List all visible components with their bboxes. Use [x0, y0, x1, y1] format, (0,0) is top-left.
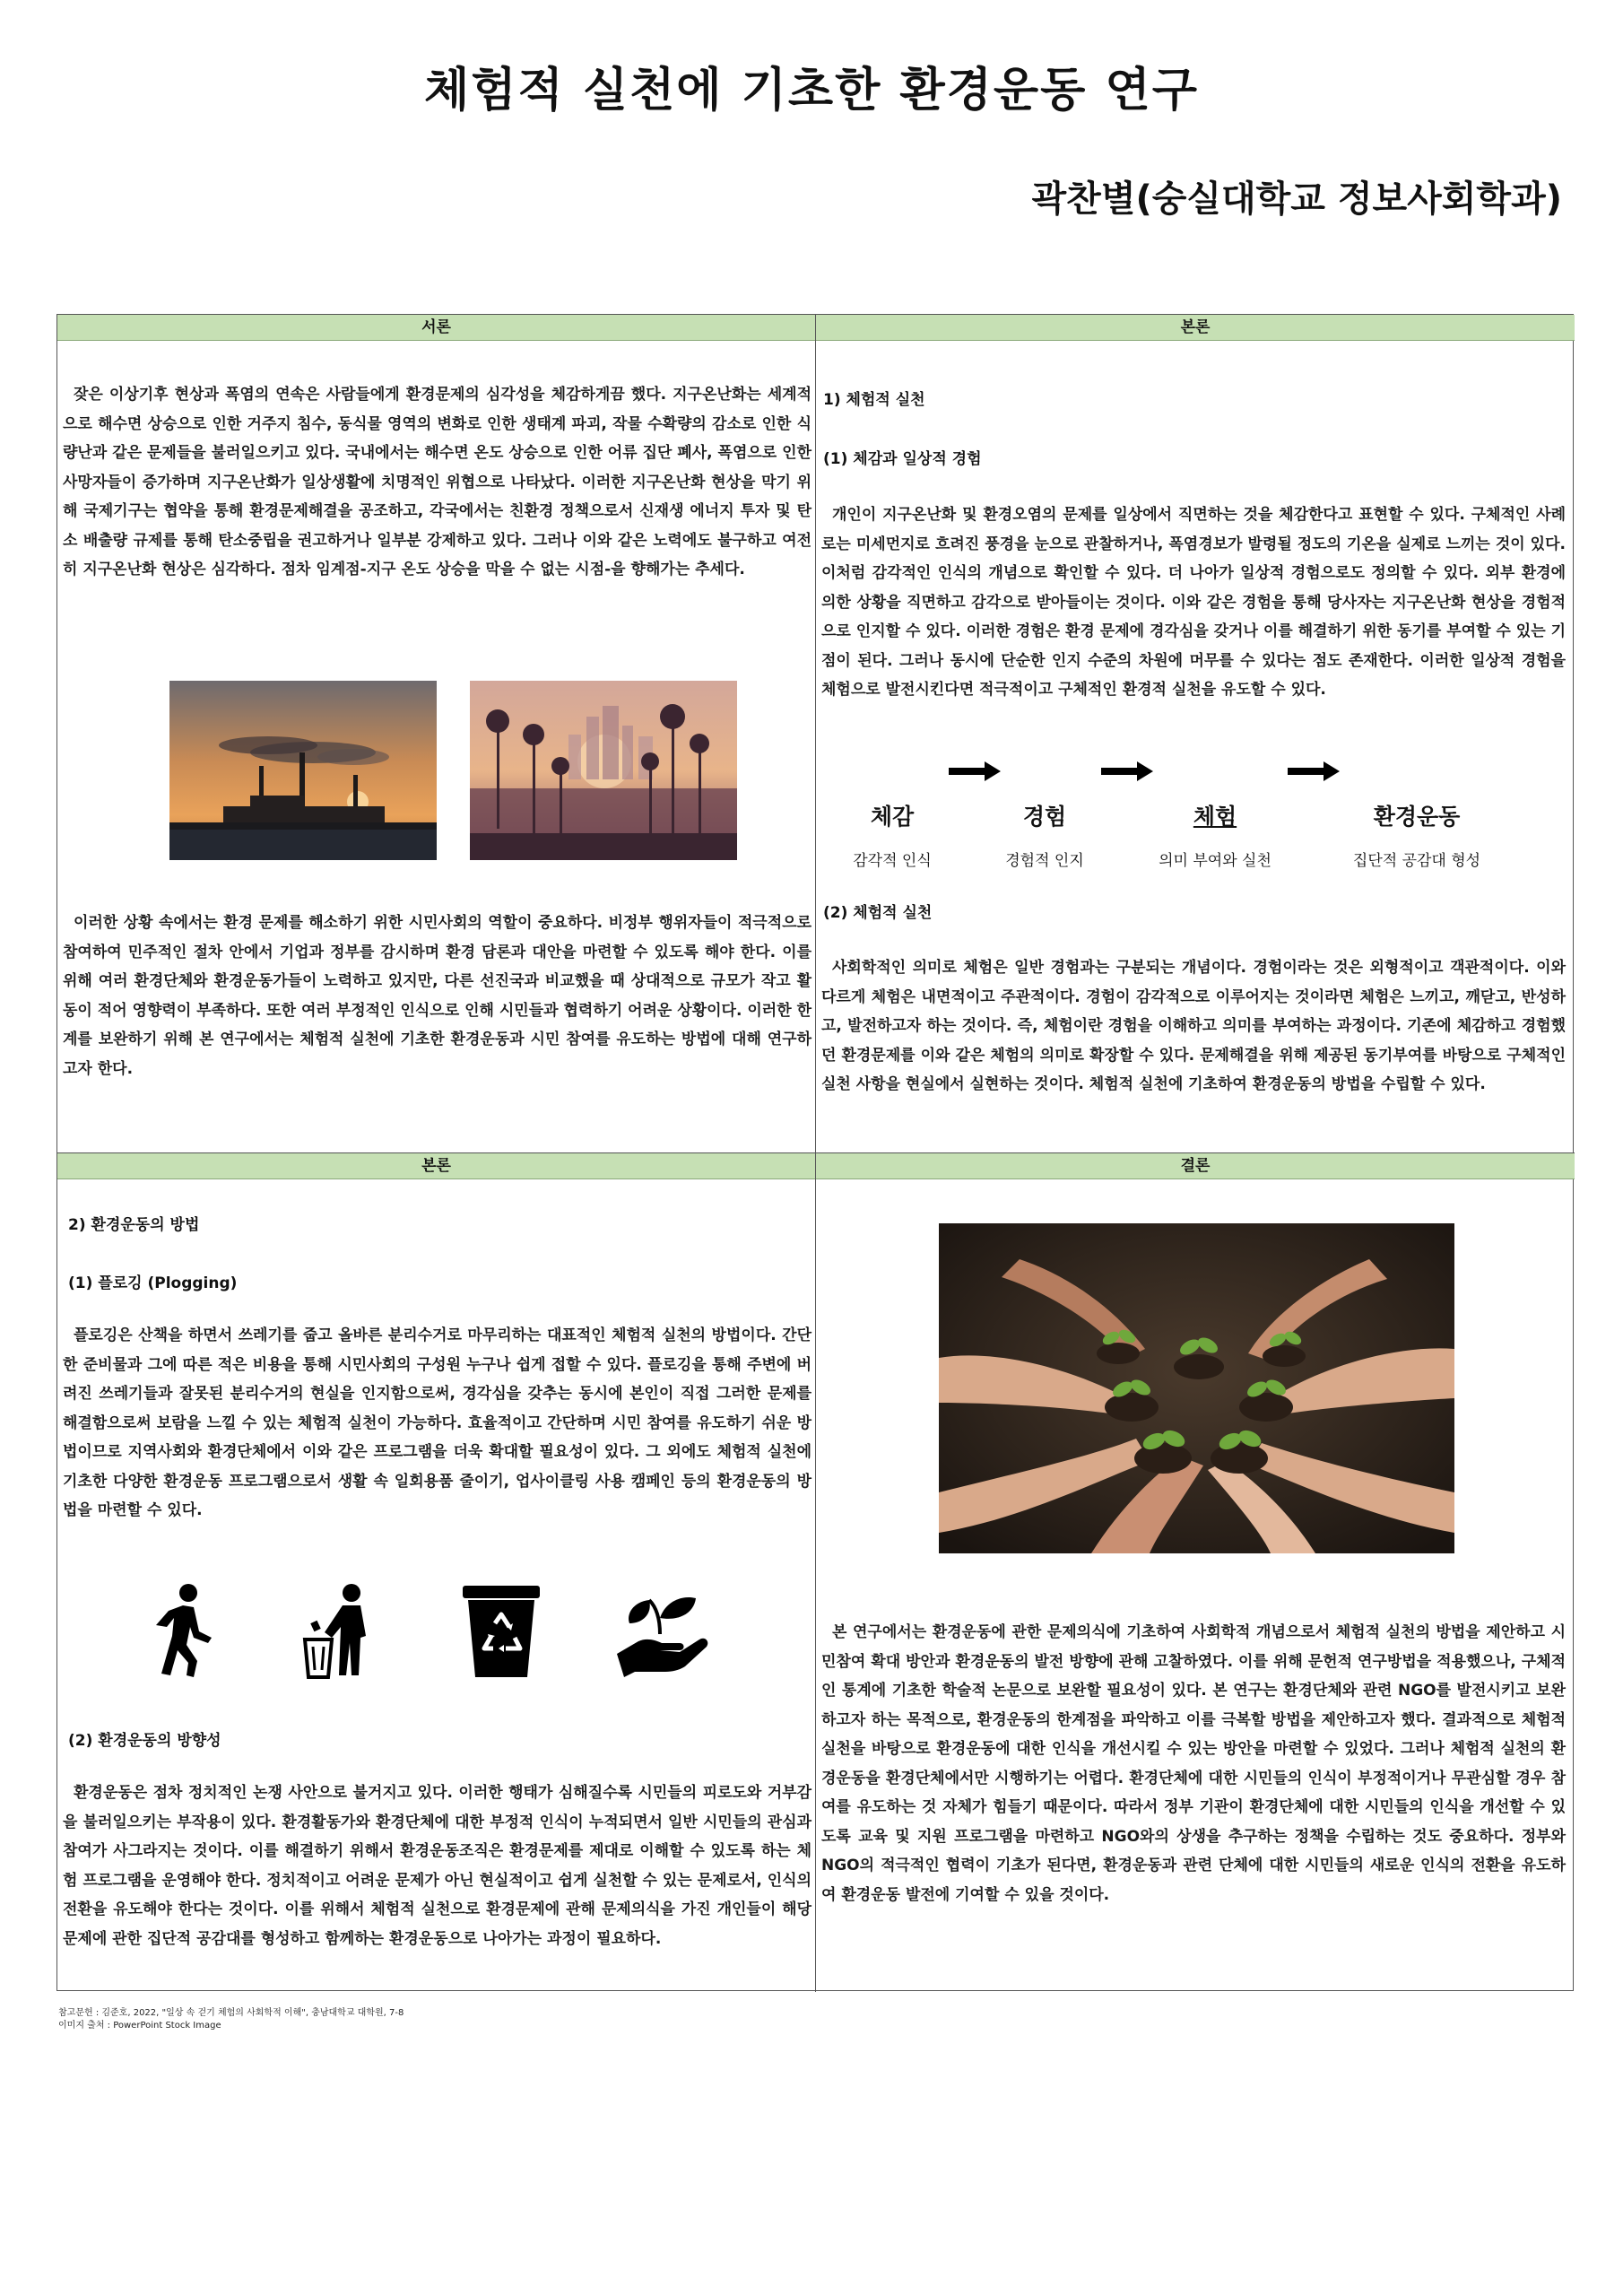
- image-source: 이미지 출처 : PowerPoint Stock Image: [58, 2021, 221, 2031]
- body2-paragraph-2: 환경운동은 점차 정치적인 논쟁 사안으로 불거지고 있다. 이러한 행태가 심해질수록 시민들의 피로도와 거부감을 불러일으키는 부작용이 있다. 환경활동가와 환경단체에 대한 부정적 인식이 누적되면서 일반 시민들의 관심과 참여가 사그라지는 것이다. 이를 해결하기 위해서 환경운동조직은 환경문제를 제대로 이해할 수 있도록 하는 체험 프로그램을 운영해야 한다. 정치적이고 어려운 문제가 아닌 현실적이고 쉽게 실천할 수 있는 문제로서, 인식의 전환을 유도해야 한다는 것이다. 이를 위해서 체험적 실천으로 환경문제에 관해 문제의식을 가진 개인들이 해당 문제에 관한 집단적 공감대를 형성하고 함께하는 환경운동으로 나아가는 과정이 필요하다.: [63, 1784, 812, 1948]
- concept-desc: 집단적 공감대 형성: [1352, 852, 1481, 870]
- body1-heading-1: 1) 체험적 실천: [823, 391, 925, 409]
- content-grid: [56, 314, 1574, 1991]
- concept-desc: 의미 부여와 실천: [1159, 852, 1271, 870]
- body1-heading-2: (1) 체감과 일상적 경험: [823, 450, 982, 468]
- concept-experience: [986, 799, 1103, 870]
- intro-paragraph-2: 이러한 상황 속에서는 환경 문제를 해소하기 위한 시민사회의 역할이 중요하다. 비정부 행위자들이 적극적으로 참여하여 민주적인 절차 안에서 기업과 정부를 감시하며 환경 담론과 대안을 마련할 수 있도록 해야 한다. 이를 위해 여러 환경단체와 환경운동가들이 노력하고 있지만, 다른 선진국과 비교했을 때 상대적으로 규모가 작고 활동이 적어 영향력이 부족하다. 또한 여러 부정적인 인식으로 인해 시민들과 협력하기 어려운 상황이다. 이러한 한계를 보완하기 위해 본 연구에서는 체험적 실천에 기초한 환경운동과 시민 참여를 유도하는 방법에 대해 연구하고자 한다.: [63, 914, 812, 1078]
- conclusion-panel: [816, 1153, 1575, 1992]
- walking-person-icon: [147, 1582, 219, 1681]
- conclusion-header: 결론: [816, 1153, 1575, 1179]
- body2-heading-1: 2) 환경운동의 방법: [68, 1216, 200, 1234]
- concept-desc: 감각적 인식: [853, 852, 932, 870]
- body2-paragraph-1: 플로깅은 산책을 하면서 쓰레기를 줍고 올바른 분리수거로 마무리하는 대표적인 체험적 실천의 방법이다. 간단한 준비물과 그에 따른 적은 비용을 통해 시민사회의 구성원 누구나 쉽게 접할 수 있다. 플로깅을 통해 주변에 버려진 쓰레기들과 잘못된 분리수거의 현실을 인지함으로써, 경각심을 갖추는 동시에 본인이 직접 그러한 문제를 해결함으로써 보람을 느낄 수 있는 체험적 실천이 가능하다. 효율적이고 간단하며 시민 참여를 유도하기 쉬운 방법이므로 지역사회와 환경단체에서 이와 같은 프로그램을 더욱 확대할 필요성이 있다. 그 외에도 체험적 실천에 기초한 다양한 환경운동 프로그램으로서 생활 속 일회용품 줄이기, 업사이클링 사용 캠페인 등의 환경운동의 방법을 마련할 수 있다.: [63, 1326, 812, 1519]
- trash-disposal-icon: [299, 1582, 380, 1681]
- concept-term: 환경운동: [1373, 804, 1461, 830]
- concept-lived-experience: [1148, 799, 1282, 870]
- city-haze-photo: [470, 681, 737, 860]
- intro-panel: [57, 315, 816, 1153]
- body1-panel: [816, 315, 1575, 1153]
- arrow-icon: [1101, 760, 1155, 783]
- arrow-icon: [949, 760, 1002, 783]
- body1-paragraph-1: 개인이 지구온난화 및 환경오염의 문제를 일상에서 직면하는 것을 체감한다고 표현할 수 있다. 구체적인 사례로는 미세먼지로 흐려진 풍경을 눈으로 관찰하거나, 폭염경보가 발령될 정도의 기온을 실제로 느끼는 것이 있다. 이처럼 감각적인 인식의 개념으로 확인할 수 있다. 더 나아가 일상적 경험으로도 정의할 수 있다. 외부 환경에 의한 상황을 직면하고 감각으로 받아들이는 것이다. 이와 같은 경험을 통해 당사자는 지구온난화 현상을 경험적으로 인지할 수 있다. 이러한 경험은 환경 문제에 경각심을 갖거나 이를 해결하기 위한 동기를 부여할 수 있는 기점이 된다. 그러나 동시에 단순한 인지 수준의 차원에 머무를 수 있다는 점도 존재한다. 이러한 일상적 경험을 체험으로 발전시킨다면 적극적이고 구체적인 환경적 실천을 유도할 수 있다.: [821, 506, 1566, 699]
- hands-holding-seedlings-photo: [939, 1223, 1454, 1553]
- concept-term: 체험: [1193, 804, 1237, 830]
- intro-paragraph-1: 잦은 이상기후 현상과 폭염의 연속은 사람들에게 환경문제의 심각성을 체감하게끔 했다. 지구온난화는 세계적으로 해수면 상승으로 인한 거주지 침수, 동식물 영역의 변화로 인한 생태계 파괴, 작물 수확량의 감소로 인한 식량난과 같은 문제들을 불러일으키고 있다. 국내에서는 해수면 온도 상승으로 인한 어류 집단 폐사, 폭염으로 인한 사망자들이 증가하며 지구온난화가 일상생활에 치명적인 위협으로 나타났다. 이러한 지구온난화 현상을 막기 위해 국제기구는 협약을 통해 환경문제해결을 공조하고, 각국에서는 친환경 정책으로서 신재생 에너지 투자 및 탄소 배출량 규제를 통해 탄소중립을 권고하거나 일부분 강제하고 있다. 그러나 이와 같은 노력에도 불구하고 여전히 지구온난화 현상은 심각하다. 점차 임계점-지구 온도 상승을 막을 수 없는 시점-을 향해가는 추세다.: [63, 386, 812, 578]
- body1-header: 본론: [816, 315, 1575, 341]
- concept-environmental-movement: [1327, 799, 1506, 870]
- poster-title: 체험적 실천에 기초한 환경운동 연구: [424, 64, 1199, 117]
- body1-heading-3: (2) 체험적 실천: [823, 904, 933, 922]
- intro-header: 서론: [57, 315, 815, 341]
- reference-citation: 참고문헌 : 김준호, 2022, "일상 속 걷기 체험의 사회학적 이해", 충남대학교 대학원, 7-8: [58, 2008, 404, 2018]
- concept-sensation: [834, 799, 950, 870]
- references: [58, 2007, 404, 2032]
- concept-term: 체감: [870, 804, 915, 830]
- concept-desc: 경험적 인지: [1005, 852, 1084, 870]
- recycle-bin-icon: [461, 1582, 542, 1681]
- concept-term: 경험: [1022, 804, 1067, 830]
- body2-heading-3: (2) 환경운동의 방향성: [68, 1732, 221, 1750]
- body1-paragraph-2: 사회학적인 의미로 체험은 일반 경험과는 구분되는 개념이다. 경험이라는 것은 외형적이고 객관적이다. 이와 다르게 체험은 내면적이고 주관적이다. 경험이 감각적으로 이루어지는 것이라면 체험은 느끼고, 깨닫고, 반성하고, 발전하고자 하는 것이다. 즉, 체험이란 경험을 이해하고 의미를 부여하는 과정이다. 기존에 체감하고 경험했던 환경문제를 이와 같은 체험의 의미로 확장할 수 있다. 문제해결을 위해 제공된 동기부여를 바탕으로 구체적인 실천 사항을 현실에서 실현하는 것이다. 체험적 실천에 기초하여 환경운동의 방법을 수립할 수 있다.: [821, 959, 1566, 1093]
- arrow-icon: [1288, 760, 1341, 783]
- plant-in-hand-icon: [613, 1582, 712, 1681]
- body2-header: 본론: [57, 1153, 815, 1179]
- body2-heading-2: (1) 플로깅 (Plogging): [68, 1274, 238, 1292]
- body2-panel: [57, 1153, 816, 1992]
- conclusion-paragraph: 본 연구에서는 환경운동에 관한 문제의식에 기초하여 사회학적 개념으로서 체험적 실천의 방법을 제안하고 시민참여 확대 방안과 환경운동의 발전 방향에 관해 고찰하였다. 이를 위해 문헌적 연구방법을 적용했으나, 구체적인 통계에 기초한 학술적 논문으로 보완할 필요성이 있다. 본 연구는 환경단체와 관련 NGO를 발전시키고 보완하고자 하는 목적으로, 환경운동의 한계점을 파악하고 이를 극복할 방법을 제안하고자 했다. 결과적으로 체험적 실천을 바탕으로 환경운동에 대한 인식을 개선시킬 수 있는 방안을 마련할 수 있었다. 그러나 체험적 실천의 환경운동을 환경단체에서만 시행하기는 어렵다. 환경단체에 대한 시민들의 인식이 부정적이거나 무관심할 경우 참여를 유도하는 것 자체가 힘들기 때문이다. 따라서 정부 기관이 환경단체에 대한 시민들의 인식을 개선할 수 있도록 교육 및 지원 프로그램을 마련하고 NGO와의 상생을 추구하는 정책을 수립하는 것도 중요하다. 정부와 NGO의 적극적인 협력이 기초가 된다면, 환경운동과 관련 단체에 대한 시민들의 새로운 인식의 전환을 유도하여 환경운동 발전에 기여할 수 있을 것이다.: [821, 1623, 1566, 1904]
- author-affiliation: 곽찬별(숭실대학교 정보사회학과): [1031, 178, 1562, 220]
- factory-smoke-photo: [169, 681, 437, 860]
